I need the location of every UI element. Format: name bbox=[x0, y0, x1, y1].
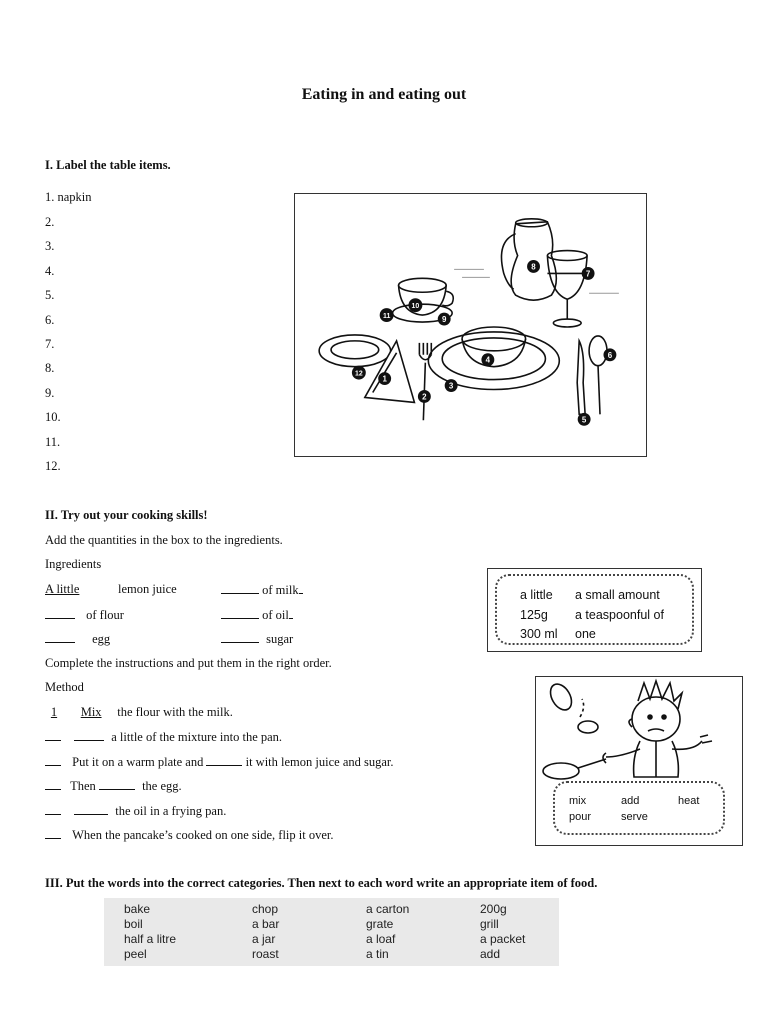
method-step-6 bbox=[45, 827, 334, 843]
verb-heat: heat bbox=[678, 795, 700, 807]
method-step-3 bbox=[45, 754, 394, 770]
word-200g: 200g bbox=[480, 902, 507, 916]
section-1-heading: I. Label the table items. bbox=[45, 158, 171, 172]
method-step-3-text-a: Put it on a warm plate and bbox=[72, 755, 204, 769]
label-item-6: 6. bbox=[45, 313, 55, 327]
word-boil: boil bbox=[124, 917, 143, 931]
ingredient-flour: of flour bbox=[86, 608, 124, 622]
marker-8 bbox=[527, 260, 540, 273]
word-chop: chop bbox=[252, 902, 279, 916]
section-2-instruction: Add the quantities in the box to the ingredients. bbox=[45, 533, 283, 547]
marker-7 bbox=[582, 267, 595, 280]
marker-4-text: 4 bbox=[485, 355, 491, 365]
label-item-7: 7. bbox=[45, 337, 55, 351]
section-2-heading: II. Try out your cooking skills! bbox=[45, 508, 208, 522]
label-item-5: 5. bbox=[45, 288, 55, 302]
marker-1 bbox=[378, 372, 391, 385]
word-add: add bbox=[480, 947, 501, 961]
ingredient-lemon-juice: lemon juice bbox=[118, 582, 177, 596]
marker-1-text: 1 bbox=[382, 374, 387, 384]
marker-7-text: 7 bbox=[585, 269, 591, 279]
marker-10 bbox=[408, 298, 422, 312]
marker-2-text: 2 bbox=[422, 392, 427, 402]
ingredient-egg-row bbox=[45, 631, 110, 647]
method-step-1 bbox=[45, 705, 233, 720]
quantities-box bbox=[487, 568, 702, 652]
marker-9-text: 9 bbox=[441, 315, 447, 325]
method-step-5 bbox=[45, 803, 226, 819]
ingredient-oil: of oil bbox=[262, 608, 289, 622]
marker-9 bbox=[438, 313, 451, 326]
marker-11-text: 11 bbox=[382, 313, 391, 321]
method-step-2-text: a little of the mixture into the pan. bbox=[111, 730, 283, 744]
oil-quantity-blank[interactable] bbox=[221, 607, 259, 619]
label-item-10: 10. bbox=[45, 410, 61, 424]
sugar-quantity-blank[interactable] bbox=[221, 631, 259, 643]
method-step-3-order-blank[interactable] bbox=[45, 754, 61, 766]
egg-quantity-blank[interactable] bbox=[45, 631, 75, 643]
quantity-a-small-amount: a small amount bbox=[575, 588, 660, 602]
quantity-a-teaspoonful-of: a teaspoonful of bbox=[575, 608, 664, 622]
quantity-one: one bbox=[575, 627, 596, 641]
marker-6 bbox=[603, 348, 616, 361]
method-step-4-order-blank[interactable] bbox=[45, 778, 61, 790]
ingredient-sugar: sugar bbox=[266, 632, 294, 646]
method-step-1-number: 1 bbox=[50, 705, 58, 719]
marker-4 bbox=[481, 353, 494, 366]
ingredient-egg: egg bbox=[92, 632, 111, 646]
method-step-4-verb-blank[interactable] bbox=[99, 778, 135, 790]
pancake-illustration bbox=[535, 676, 743, 846]
word-bake: bake bbox=[124, 902, 151, 916]
flour-quantity-blank[interactable] bbox=[45, 607, 75, 619]
oil-underline bbox=[289, 607, 293, 619]
marker-10-text: 10 bbox=[411, 303, 420, 311]
complete-instruction: Complete the instructions and put them in the right order. bbox=[45, 656, 332, 670]
quantity-125g: 125g bbox=[520, 608, 548, 622]
word-peel: peel bbox=[124, 947, 147, 961]
quantity-a-little: a little bbox=[520, 588, 553, 602]
method-step-2 bbox=[45, 729, 282, 745]
word-grate: grate bbox=[366, 917, 394, 931]
marker-5 bbox=[578, 413, 591, 426]
verb-add: add bbox=[621, 795, 640, 807]
marker-5-text: 5 bbox=[581, 415, 587, 425]
marker-3 bbox=[445, 379, 458, 392]
word-a-tin: a tin bbox=[366, 947, 389, 961]
label-item-2: 2. bbox=[45, 215, 55, 229]
page-title: Eating in and eating out bbox=[301, 86, 467, 103]
method-step-4 bbox=[45, 778, 182, 794]
ingredient-milk: of milk bbox=[262, 583, 299, 597]
word-roast: roast bbox=[252, 947, 279, 961]
marker-2 bbox=[418, 390, 431, 403]
ingredient-a-little: A little bbox=[45, 582, 80, 596]
verb-serve: serve bbox=[621, 811, 648, 823]
verbs-box bbox=[553, 781, 725, 835]
word-a-jar: a jar bbox=[252, 932, 276, 946]
word-half-a-litre: half a litre bbox=[124, 932, 177, 946]
marker-3-text: 3 bbox=[448, 381, 454, 391]
method-step-2-verb-blank[interactable] bbox=[74, 729, 104, 741]
ingredient-sugar-row bbox=[221, 631, 293, 647]
marker-12 bbox=[352, 366, 366, 380]
method-step-2-order-blank[interactable] bbox=[45, 729, 61, 741]
label-item-4: 4. bbox=[45, 264, 55, 278]
label-item-9: 9. bbox=[45, 386, 55, 400]
method-label: Method bbox=[45, 680, 84, 694]
ingredients-label: Ingredients bbox=[45, 557, 102, 571]
method-step-3-verb-blank[interactable] bbox=[206, 754, 242, 766]
table-setting-drawing bbox=[295, 194, 646, 456]
ingredient-oil-row bbox=[221, 607, 293, 623]
marker-12-text: 12 bbox=[354, 370, 363, 378]
label-item-1: 1. napkin bbox=[45, 190, 92, 204]
method-step-4-text-b: the egg. bbox=[142, 779, 182, 793]
method-step-6-text: When the pancake’s cooked on one side, flip it over. bbox=[72, 828, 334, 842]
word-a-packet: a packet bbox=[480, 932, 526, 946]
method-step-1-text: the flour with the milk. bbox=[117, 705, 233, 719]
ingredient-milk-row bbox=[221, 582, 303, 598]
label-item-11: 11. bbox=[45, 435, 61, 449]
words-grid bbox=[104, 898, 559, 966]
marker-6-text: 6 bbox=[607, 350, 613, 360]
marker-11 bbox=[380, 308, 394, 322]
method-step-3-text-b: it with lemon juice and sugar. bbox=[245, 755, 394, 769]
method-step-5-order-blank[interactable] bbox=[45, 803, 61, 815]
method-step-1-verb: Mix bbox=[80, 705, 102, 719]
word-a-carton: a carton bbox=[366, 902, 410, 916]
word-grill: grill bbox=[480, 917, 499, 931]
word-a-bar: a bar bbox=[252, 917, 280, 931]
method-step-6-order-blank[interactable] bbox=[45, 827, 61, 839]
label-item-12: 12. bbox=[45, 459, 61, 473]
milk-quantity-blank[interactable] bbox=[221, 582, 259, 594]
label-item-8: 8. bbox=[45, 361, 55, 375]
milk-underline bbox=[299, 582, 303, 594]
method-step-4-text-a: Then bbox=[70, 779, 96, 793]
verb-mix: mix bbox=[569, 795, 587, 807]
marker-8-text: 8 bbox=[531, 262, 536, 272]
quantity-300ml: 300 ml bbox=[520, 627, 558, 641]
word-a-loaf: a loaf bbox=[366, 932, 396, 946]
method-step-5-verb-blank[interactable] bbox=[74, 803, 108, 815]
method-step-5-text: the oil in a frying pan. bbox=[115, 804, 227, 818]
table-setting-illustration bbox=[294, 193, 647, 457]
verb-pour: pour bbox=[569, 811, 592, 823]
section-3-heading: III. Put the words into the correct categories. Then next to each word write an appropriate item of food. bbox=[45, 876, 598, 890]
label-item-3: 3. bbox=[45, 239, 55, 253]
ingredient-flour-row bbox=[45, 607, 124, 623]
